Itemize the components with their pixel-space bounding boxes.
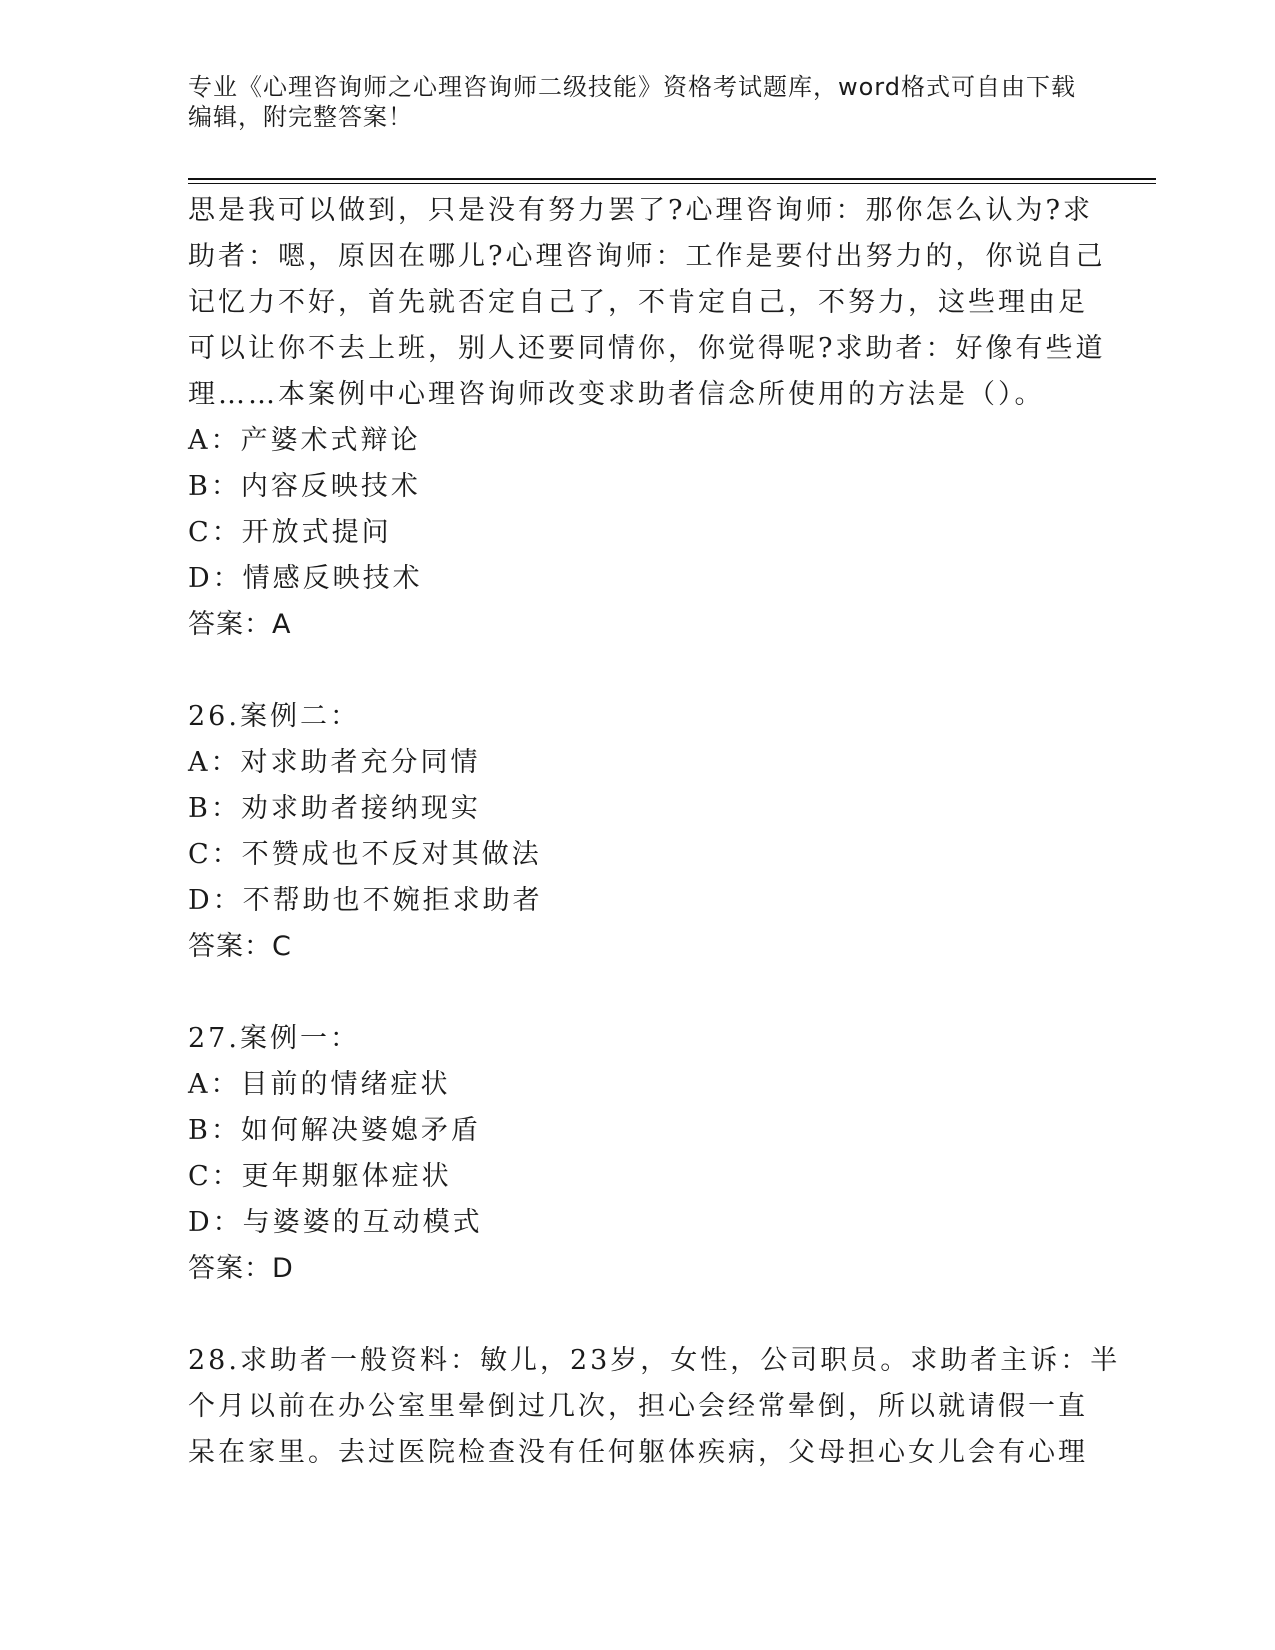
spacer xyxy=(188,970,1088,1016)
option-a: A：产婆术式辩论 xyxy=(188,425,421,456)
spacer xyxy=(188,648,1088,694)
question-text-line: 思是我可以做到，只是没有努力罢了?心理咨询师：那你怎么认为?求 xyxy=(188,195,1093,226)
document-body xyxy=(188,188,1121,1476)
question-28 xyxy=(188,1338,1121,1476)
header-line-1: 专业《心理咨询师之心理咨询师二级技能》资格考试题库，word格式可自由下载 xyxy=(188,73,1076,101)
option-c: C：开放式提问 xyxy=(188,517,392,548)
option-b: B：如何解决婆媳矛盾 xyxy=(188,1115,481,1146)
option-a: A：目前的情绪症状 xyxy=(188,1069,451,1100)
spacer xyxy=(188,1292,1088,1338)
question-text-line: 呆在家里。去过医院检查没有任何躯体疾病，父母担心女儿会有心理 xyxy=(188,1437,1088,1468)
document-header xyxy=(188,72,1088,132)
question-text-line: 28.求助者一般资料：敏儿，23岁，女性，公司职员。求助者主诉：半 xyxy=(188,1345,1121,1376)
answer: 答案：D xyxy=(188,1253,294,1284)
question-text-line: 助者：嗯，原因在哪儿?心理咨询师：工作是要付出努力的，你说自己 xyxy=(188,241,1106,272)
answer: 答案：A xyxy=(188,609,292,640)
option-a: A：对求助者充分同情 xyxy=(188,747,481,778)
option-b: B：劝求助者接纳现实 xyxy=(188,793,481,824)
question-25 xyxy=(188,188,1106,648)
option-d: D：情感反映技术 xyxy=(188,563,423,594)
option-d: D：不帮助也不婉拒求助者 xyxy=(188,885,543,916)
question-text-line: 个月以前在办公室里晕倒过几次，担心会经常晕倒，所以就请假一直 xyxy=(188,1391,1088,1422)
question-stem: 27.案例一： xyxy=(188,1023,360,1054)
question-26 xyxy=(188,694,1088,970)
option-c: C：不赞成也不反对其做法 xyxy=(188,839,542,870)
answer: 答案：C xyxy=(188,931,292,962)
option-c: C：更年期躯体症状 xyxy=(188,1161,452,1192)
option-b: B：内容反映技术 xyxy=(188,471,421,502)
header-line-2: 编辑，附完整答案！ xyxy=(188,103,413,131)
question-text-line: 可以让你不去上班，别人还要同情你，你觉得呢?求助者：好像有些道 xyxy=(188,333,1106,364)
question-text-line: 理……本案例中心理咨询师改变求助者信念所使用的方法是（）。 xyxy=(188,379,1045,410)
question-27 xyxy=(188,1016,1088,1292)
header-rule-thick xyxy=(188,178,1156,180)
header-rule-thin xyxy=(188,183,1156,184)
option-d: D：与婆婆的互动模式 xyxy=(188,1207,483,1238)
question-stem: 26.案例二： xyxy=(188,701,360,732)
question-text-line: 记忆力不好，首先就否定自己了，不肯定自己，不努力，这些理由足 xyxy=(188,287,1088,318)
